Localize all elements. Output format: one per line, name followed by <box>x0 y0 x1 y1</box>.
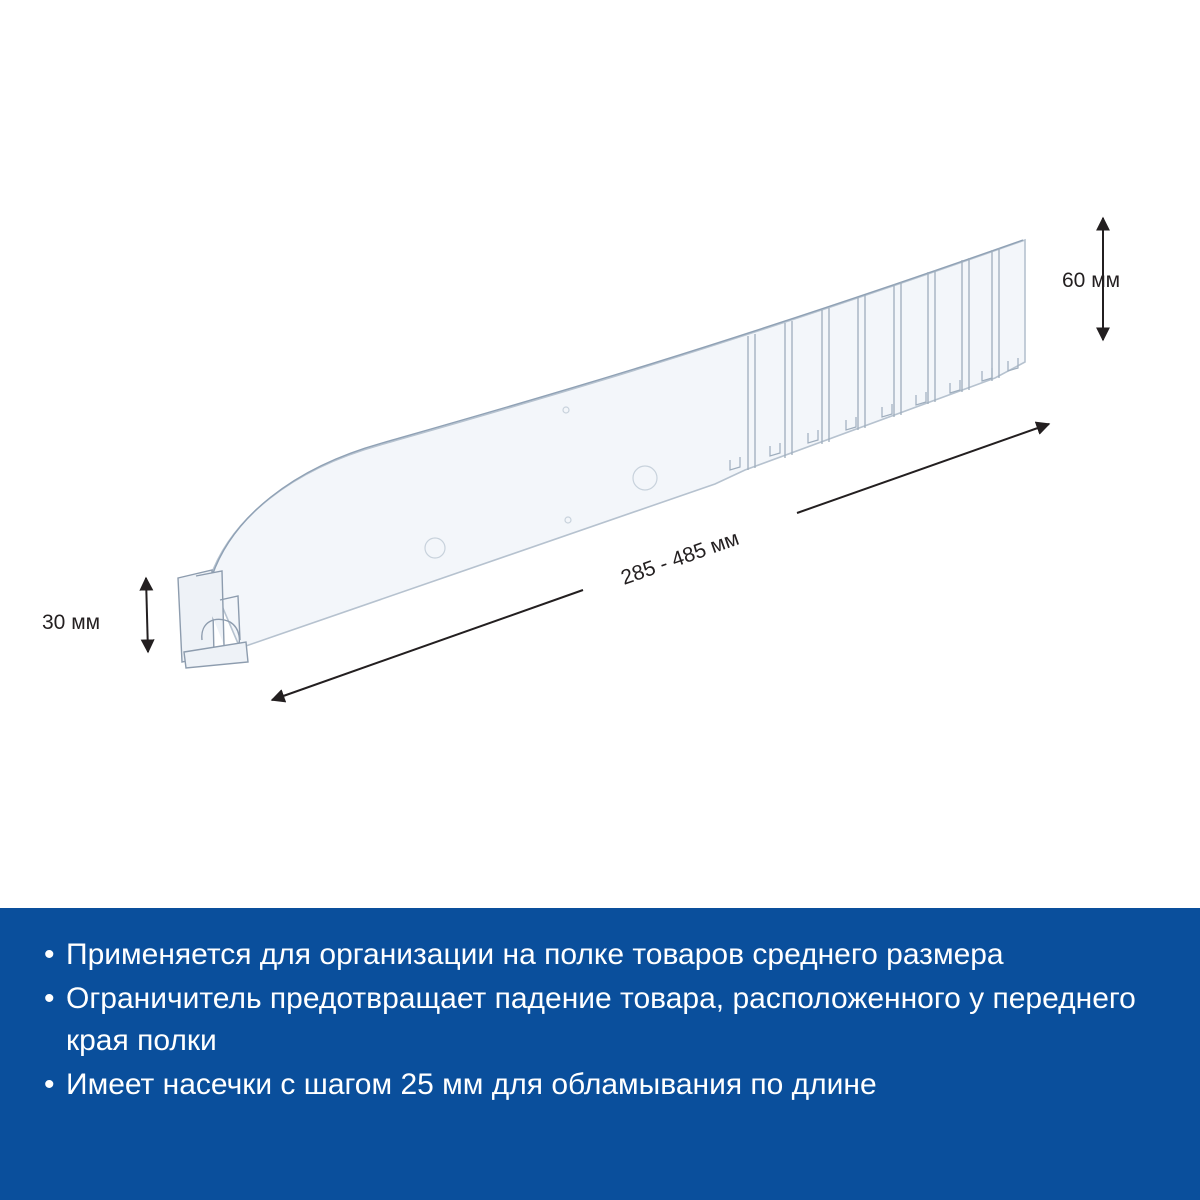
bullet-icon: • <box>44 982 55 1015</box>
bullet-icon: • <box>44 938 55 971</box>
divider-panel <box>210 240 1025 648</box>
feature-text: Имеет насечки с шагом 25 мм для обламывания по длине <box>66 1068 877 1101</box>
front-height-label: 30 мм <box>42 611 101 634</box>
back-height-dimension <box>1062 218 1120 340</box>
feature-item <box>40 978 1160 1062</box>
feature-text: Применяется для организации на полке товаров среднего размера <box>66 938 1004 971</box>
bullet-icon: • <box>44 1068 55 1101</box>
length-label: 285 - 485 мм <box>617 526 743 590</box>
feature-item <box>40 934 1160 976</box>
back-height-label: 60 мм <box>1062 269 1121 292</box>
feature-list <box>40 934 1160 1106</box>
feature-item <box>40 1064 1160 1106</box>
front-height-dimension <box>42 578 148 652</box>
shelf-divider-image <box>178 240 1025 668</box>
feature-text: Ограничитель предотвращает падение товара, расположенного у переднего края полки <box>66 982 1136 1057</box>
features-panel <box>0 908 1200 1200</box>
